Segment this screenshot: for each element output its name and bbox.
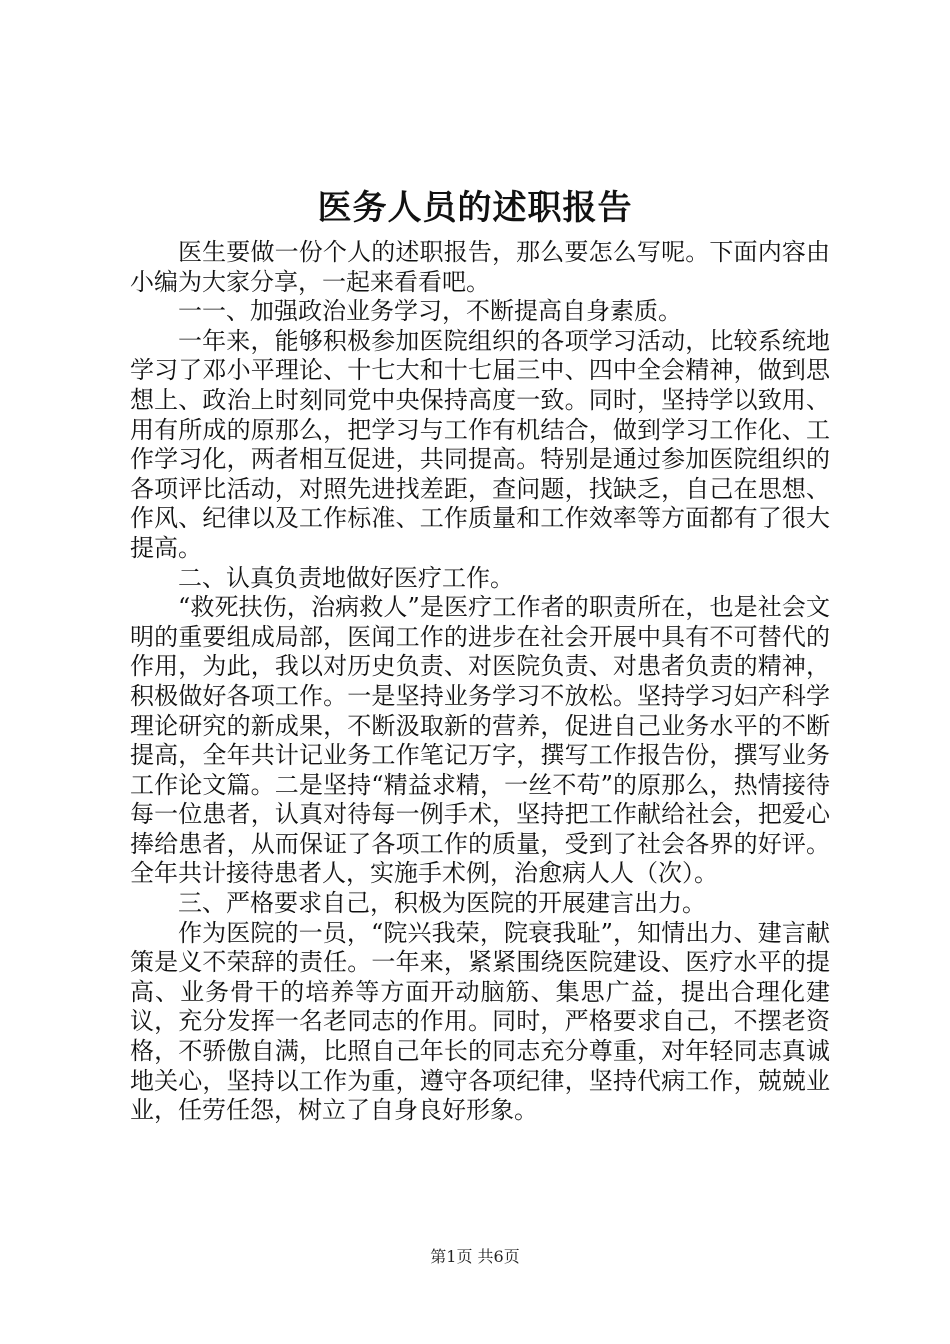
page-number-footer: 第1页 共6页: [430, 1247, 520, 1266]
paragraph-heading-1: 一一、加强政治业务学习，不断提高自身素质。: [178, 297, 682, 326]
paragraph-heading-2: 二、认真负责地做好医疗工作。: [178, 563, 514, 592]
paragraph-intro: 医生要做一份个人的述职报告，那么要怎么写呢。下面内容由小编为大家分享，一起来看看吧。: [130, 238, 830, 296]
paragraph-suggestions: 作为医院的一员，“院兴我荣，院衰我耻”，知情出力、建言献策是义不荣辞的责任。一年来，紧紧围绕医院建设、医疗水平的提高、业务骨干的培养等方面开动脑筋、集思广益，提出合理化建议，充分发挥一名老同志的作用。同时，严格要求自己，不摆老资格，不骄傲自满，比照自己年长的同志充分尊重，对年轻同志真诚地关心，坚持以工作为重，遵守各项纪律，坚持代病工作，兢兢业业，任劳任怨，树立了自身良好形象。: [130, 918, 830, 1125]
paragraph-heading-3: 三、严格要求自己，积极为医院的开展建言出力。: [178, 889, 706, 918]
paragraph-study: 一年来，能够积极参加医院组织的各项学习活动，比较系统地学习了邓小平理论、十七大和十七届三中、四中全会精神，做到思想上、政治上时刻同党中央保持高度一致。同时，坚持学以致用、用有所成的原那么，把学习与工作有机结合，做到学习工作化、工作学习化，两者相互促进，共同提高。特别是通过参加医院组织的各项评比活动，对照先进找差距，查问题，找缺乏，自己在思想、作风、纪律以及工作标准、工作质量和工作效率等方面都有了很大提高。: [130, 326, 830, 562]
document-title: 医务人员的述职报告: [317, 188, 633, 228]
document-body: [130, 238, 830, 1126]
paragraph-medical-work: “救死扶伤，治病救人”是医疗工作者的职责所在，也是社会文明的重要组成局部，医闻工作的进步在社会开展中具有不可替代的作用，为此，我以对历史负责、对医院负责、对患者负责的精神，积极做好各项工作。一是坚持业务学习不放松。坚持学习妇产科学理论研究的新成果，不断汲取新的营养，促进自己业务水平的不断提高，全年共计记业务工作笔记万字，撰写工作报告份，撰写业务工作论文篇。二是坚持“精益求精，一丝不苟”的原那么，热情接待每一位患者，认真对待每一例手术，坚持把工作献给社会，把爱心捧给患者，从而保证了各项工作的质量，受到了社会各界的好评。全年共计接待患者人，实施手术例，治愈病人人（次）。: [130, 593, 830, 888]
